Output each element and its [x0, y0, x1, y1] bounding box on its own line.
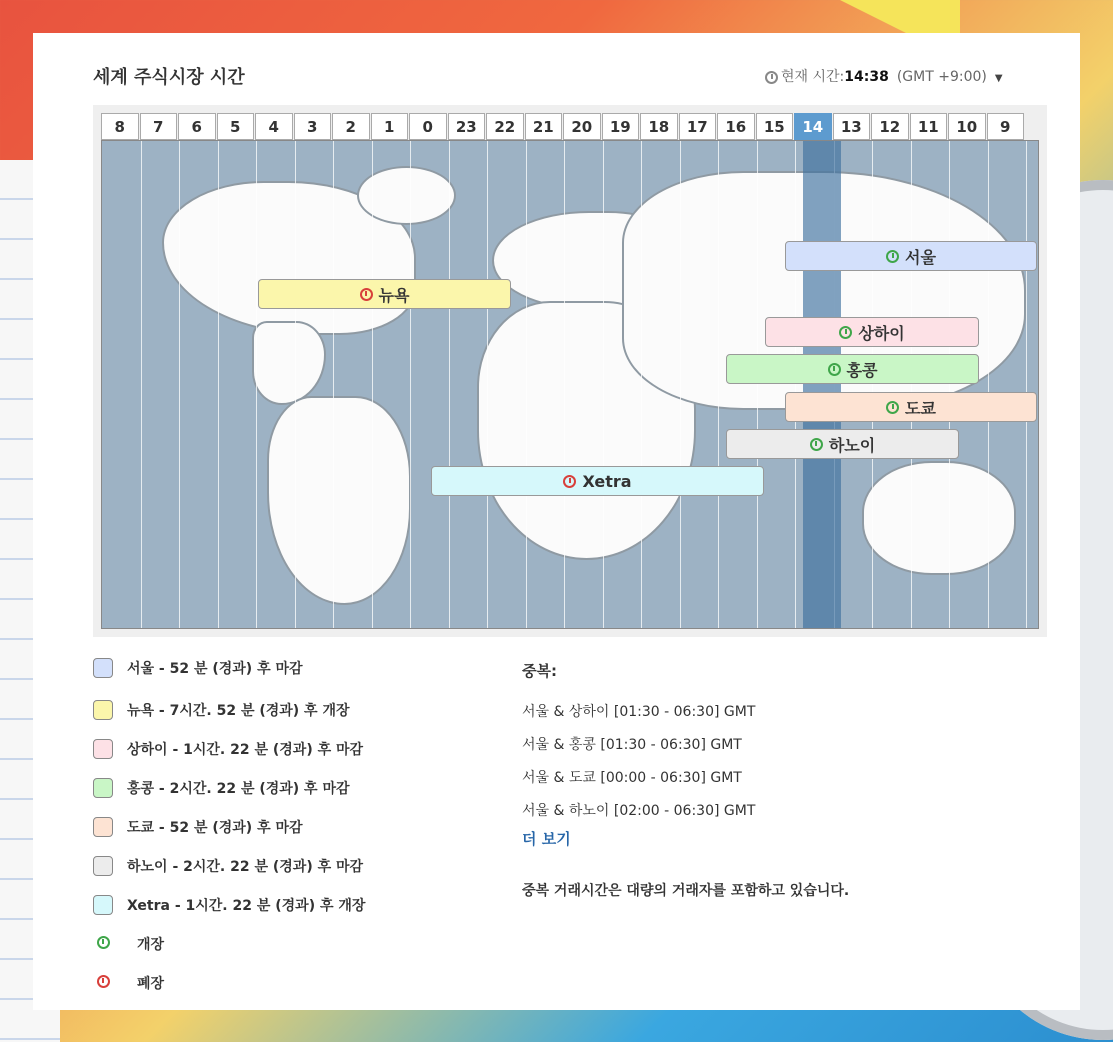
hour-cell: 1: [371, 113, 409, 140]
hour-cell: 2: [332, 113, 370, 140]
timezone-line: [372, 141, 373, 629]
legend-item-hanoi: [93, 856, 363, 876]
legend-text: 뉴욕 - 7시간. 52 분 (경과) 후 개장: [127, 703, 350, 719]
chevron-down-icon[interactable]: ▼: [994, 73, 1003, 84]
current-hour-column: [803, 141, 841, 629]
market-name: 하노이: [828, 435, 876, 455]
continent-australia: [862, 461, 1016, 575]
current-time-display[interactable]: [765, 66, 1003, 86]
hour-cell: 12: [871, 113, 909, 140]
page-title: 세계 주식시장 시간: [93, 67, 245, 88]
open-clock-icon: [828, 363, 841, 376]
open-clock-icon: [810, 438, 823, 451]
market-name: 상하이: [858, 323, 905, 343]
legend-text: 홍콩 - 2시간. 22 분 (경과) 후 마감: [127, 781, 350, 797]
overlap-row: 서울 & 하노이 [02:00 - 06:30] GMT: [522, 803, 756, 819]
hour-cell: 19: [602, 113, 640, 140]
market-bar-seoul[interactable]: [785, 241, 1037, 271]
hour-cell: 5: [217, 113, 255, 140]
hour-cell: 21: [525, 113, 563, 140]
world-map-container: [93, 105, 1047, 637]
timezone-line: [603, 141, 604, 629]
timezone-line: [911, 141, 912, 629]
legend-text: 하노이 - 2시간. 22 분 (경과) 후 마감: [127, 859, 364, 875]
market-bar-hongkong[interactable]: [726, 354, 979, 384]
timezone-line: [1026, 141, 1027, 629]
hour-scale: [101, 113, 1025, 140]
hour-cell: 10: [948, 113, 986, 140]
market-bar-tokyo[interactable]: [785, 392, 1037, 422]
legend-text: 도쿄 - 52 분 (경과) 후 마감: [127, 820, 303, 836]
legend-item-hongkong: [93, 778, 350, 798]
market-bar-hanoi[interactable]: [726, 429, 959, 459]
open-clock-icon: [886, 401, 899, 414]
closed-clock-icon: [360, 288, 373, 301]
open-clock-icon: [886, 250, 899, 263]
legend-item-closed: [93, 973, 164, 993]
overlap-row: 서울 & 도쿄 [00:00 - 06:30] GMT: [522, 770, 742, 786]
hour-cell: 7: [140, 113, 178, 140]
legend-item-newyork: [93, 700, 350, 720]
timezone-line: [179, 141, 180, 629]
hour-cell: 0: [409, 113, 447, 140]
open-clock-icon: [97, 936, 110, 949]
market-name: 홍콩: [846, 360, 878, 380]
timezone-line: [449, 141, 450, 629]
closed-clock-icon: [97, 975, 110, 988]
market-hours-panel: [33, 33, 1080, 1010]
timezone-line: [949, 141, 950, 629]
legend-swatch: [93, 739, 113, 759]
timezone-line: [141, 141, 142, 629]
timezone-line: [295, 141, 296, 629]
timezone-line: [872, 141, 873, 629]
timezone-line: [718, 141, 719, 629]
market-name: 도쿄: [905, 398, 936, 418]
hour-cell: 13: [833, 113, 871, 140]
hour-cell: 20: [563, 113, 601, 140]
hour-cell: 8: [101, 113, 139, 140]
hour-cell: 15: [756, 113, 794, 140]
legend-swatch: [93, 700, 113, 720]
hour-cell: 11: [910, 113, 948, 140]
hour-cell: 22: [486, 113, 524, 140]
hour-cell: 17: [679, 113, 717, 140]
current-time-value: 14:38: [844, 69, 889, 85]
timezone-line: [333, 141, 334, 629]
market-name: 뉴욕: [378, 285, 410, 305]
overlap-row: 서울 & 홍콩 [01:30 - 06:30] GMT: [522, 737, 742, 753]
legend-item-xetra: [93, 895, 365, 915]
overlap-section: [522, 660, 882, 899]
continent-central-america: [252, 321, 326, 405]
hour-cell: 4: [255, 113, 293, 140]
market-bar-shanghai[interactable]: [765, 317, 979, 347]
open-clock-icon: [839, 326, 852, 339]
overlap-row: 서울 & 상하이 [01:30 - 06:30] GMT: [522, 704, 756, 720]
legend-swatch: [93, 817, 113, 837]
legend-text: 서울 - 52 분 (경과) 후 마감: [127, 661, 303, 677]
timezone-line: [526, 141, 527, 629]
timezone-line: [641, 141, 642, 629]
legend-item-open: [93, 934, 164, 954]
hour-cell: 18: [640, 113, 678, 140]
continent-south-america: [267, 396, 411, 605]
market-bar-xetra[interactable]: [431, 466, 764, 496]
timezone-line: [795, 141, 796, 629]
timezone-line: [988, 141, 989, 629]
hour-cell: 16: [717, 113, 755, 140]
timezone-line: [680, 141, 681, 629]
legend-item-shanghai: [93, 739, 363, 759]
legend-text: 상하이 - 1시간. 22 분 (경과) 후 마감: [127, 742, 364, 758]
legend-swatch: [93, 856, 113, 876]
legend-text: Xetra - 1시간. 22 분 (경과) 후 개장: [127, 898, 366, 914]
current-time-label: 현재 시간:: [781, 69, 845, 85]
timezone-line: [256, 141, 257, 629]
world-map: [101, 140, 1039, 629]
overlap-note: 중복 거래시간은 대량의 거래자를 포함하고 있습니다.: [522, 883, 850, 899]
hour-cell-current: 14: [794, 113, 832, 140]
legend-closed-label: 폐장: [137, 976, 165, 992]
timezone-label: (GMT +9:00): [896, 69, 987, 85]
timezone-line: [564, 141, 565, 629]
hour-cell: 23: [448, 113, 486, 140]
legend-open-label: 개장: [137, 937, 165, 953]
timezone-line: [410, 141, 411, 629]
hour-cell: 3: [294, 113, 332, 140]
timezone-line: [757, 141, 758, 629]
see-more-link[interactable]: 더 보기: [522, 830, 571, 848]
overlap-title: 중복:: [522, 662, 557, 680]
hour-cell: 6: [178, 113, 216, 140]
timezone-line: [218, 141, 219, 629]
timezone-line: [487, 141, 488, 629]
legend-item-seoul: [93, 658, 303, 678]
hour-cell: 9: [987, 113, 1025, 140]
market-name: 서울: [905, 247, 936, 267]
legend-swatch: [93, 895, 113, 915]
closed-clock-icon: [563, 475, 576, 488]
market-bar-newyork[interactable]: [258, 279, 511, 309]
market-name: Xetra: [582, 471, 632, 491]
legend-item-tokyo: [93, 817, 303, 837]
legend-swatch: [93, 778, 113, 798]
clock-icon: [765, 71, 778, 84]
legend-swatch: [93, 658, 113, 678]
